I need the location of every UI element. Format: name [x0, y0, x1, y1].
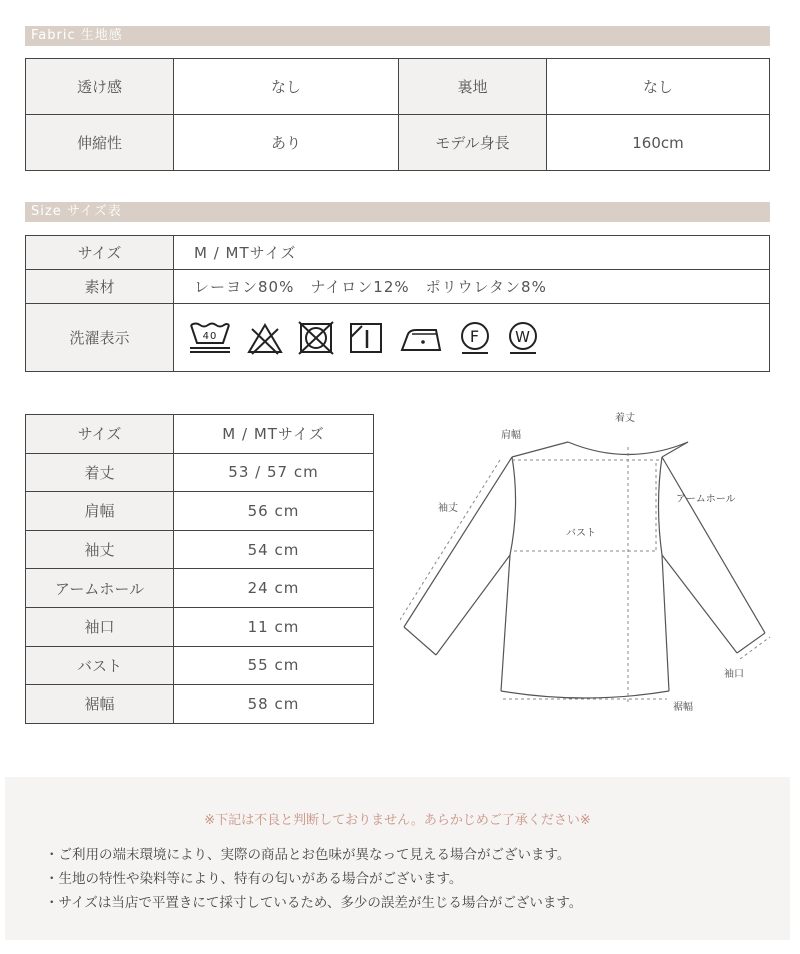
meas-header-value: M / MTサイズ	[174, 415, 374, 454]
fabric-value-transparency: なし	[174, 59, 399, 115]
table-row	[26, 415, 374, 454]
table-row	[26, 270, 770, 304]
list-item: ・サイズは当店で平置きにて採寸しているため、多少の誤差が生じる場合がございます。	[45, 895, 583, 911]
meas-label-armhole: アームホール	[26, 569, 174, 608]
size-section-header: Size サイズ表	[25, 202, 770, 222]
meas-value-hem: 58 cm	[174, 685, 374, 724]
meas-label-hem: 裾幅	[26, 685, 174, 724]
meas-label-shoulder: 肩幅	[26, 492, 174, 531]
fabric-table	[25, 58, 770, 171]
size-table	[25, 235, 770, 372]
fabric-label-model-height: モデル身長	[399, 115, 547, 171]
meas-label-length: 着丈	[26, 453, 174, 492]
meas-header-label: サイズ	[26, 415, 174, 454]
table-row	[26, 569, 374, 608]
diagram-label-shoulder: 肩幅	[501, 430, 521, 441]
meas-value-shoulder: 56 cm	[174, 492, 374, 531]
measurements-table	[25, 414, 374, 724]
meas-value-bust: 55 cm	[174, 646, 374, 685]
size-label: サイズ	[26, 236, 174, 270]
svg-text:F: F	[469, 326, 481, 346]
iron-low-icon	[398, 321, 444, 355]
fabric-value-stretch: あり	[174, 115, 399, 171]
fabric-value-lining: なし	[547, 59, 770, 115]
no-tumble-dry-icon	[298, 321, 334, 355]
table-row	[26, 492, 374, 531]
fabric-label-lining: 裏地	[399, 59, 547, 115]
wet-clean-w-icon	[506, 320, 540, 356]
size-value: M / MTサイズ	[174, 236, 770, 270]
fabric-label-stretch: 伸縮性	[26, 115, 174, 171]
diagram-label-armhole: アームホール	[676, 494, 736, 505]
diagram-label-cuff: 袖口	[724, 669, 744, 680]
diagram-label-length: 着丈	[615, 413, 635, 424]
diagram-label-bust: バスト	[566, 528, 596, 539]
list-item: ・ご利用の端末環境により、実際の商品とお色味が異なって見える場合がございます。	[45, 847, 571, 863]
material-value: レーヨン80% ナイロン12% ポリウレタン8%	[174, 270, 770, 304]
meas-label-sleeve: 袖丈	[26, 530, 174, 569]
table-row	[26, 453, 374, 492]
no-bleach-icon	[246, 321, 284, 355]
care-label: 洗濯表示	[26, 304, 174, 372]
table-row	[26, 59, 770, 115]
diagram-label-hem: 裾幅	[673, 702, 693, 713]
table-row	[26, 115, 770, 171]
table-row	[26, 607, 374, 646]
svg-text:W: W	[515, 327, 531, 346]
fabric-label-transparency: 透け感	[26, 59, 174, 115]
meas-label-cuff: 袖口	[26, 607, 174, 646]
table-row	[26, 304, 770, 372]
meas-value-sleeve: 54 cm	[174, 530, 374, 569]
svg-text:40: 40	[202, 330, 218, 342]
dry-clean-f-icon	[458, 320, 492, 356]
table-row	[26, 646, 374, 685]
table-row	[26, 685, 374, 724]
garment-diagram	[400, 405, 775, 735]
line-dry-icon	[348, 321, 384, 355]
wash-40-icon	[188, 321, 232, 355]
meas-label-bust: バスト	[26, 646, 174, 685]
meas-value-armhole: 24 cm	[174, 569, 374, 608]
list-item: ・生地の特性や染料等により、特有の匂いがある場合がございます。	[45, 871, 463, 887]
meas-value-length: 53 / 57 cm	[174, 453, 374, 492]
notice-title: ※下記は不良と判断しておりません。あらかじめご了承ください※	[204, 813, 591, 828]
meas-value-cuff: 11 cm	[174, 607, 374, 646]
fabric-section-header: Fabric 生地感	[25, 26, 770, 46]
care-icons-cell	[174, 304, 770, 372]
table-row	[26, 530, 374, 569]
notice-list	[45, 843, 582, 915]
notice-box	[5, 777, 790, 940]
diagram-label-sleeve: 袖丈	[438, 503, 458, 514]
fabric-value-model-height: 160cm	[547, 115, 770, 171]
table-row	[26, 236, 770, 270]
material-label: 素材	[26, 270, 174, 304]
